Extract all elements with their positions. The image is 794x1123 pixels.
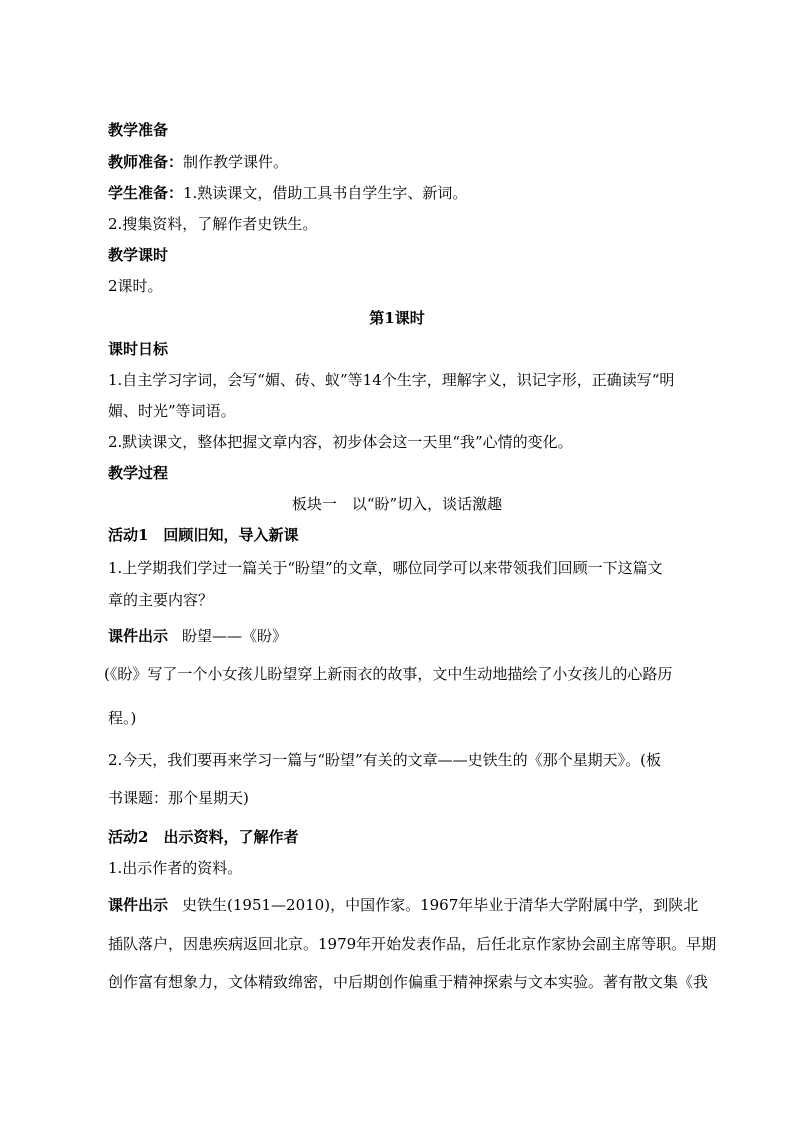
activity2-prefix: 活动2	[108, 828, 164, 846]
goal1-line1: 1.自主学习字词，会写“媚、砖、蚁”等14个生字，理解字义，识记字形，正确读写“明	[108, 371, 675, 389]
goal-heading: 课时日标	[108, 340, 169, 358]
hours-text: 2课时。	[108, 277, 163, 295]
student-prep-label: 学生准备：	[108, 184, 184, 202]
activity1-title: 活动1 回顾旧知，导入新课	[108, 526, 299, 544]
a1-item2-line2: 书课题：那个星期天)	[108, 789, 249, 807]
a1-question-line2: 章的主要内容？	[108, 591, 214, 609]
a2-show-line1	[108, 895, 718, 915]
teacher-prep-label: 教师准备：	[108, 153, 184, 171]
a1-question-line1: 1.上学期我们学过一篇关于“盼望”的文章，哪位同学可以来带领我们回顾一下这篇文	[108, 559, 663, 577]
a2-show-text-line1: 史铁生(1951—2010)，中国作家。1967年毕业于清华大学附属中学，到陕北	[182, 896, 699, 914]
activity2-mid: 出	[163, 828, 179, 846]
block1-title: 板块一 以“盼”切入，谈话激趣	[291, 495, 503, 513]
teacher-prep-text: 制作教学课件。	[183, 153, 289, 171]
a1-show-text: 盼望——《盼》	[182, 627, 288, 645]
student-prep-item2: 2.搜集资料，了解作者史铁生。	[108, 215, 318, 233]
lesson1-title: 第1课时	[369, 309, 425, 327]
a2-show-line2: 插队落户，因患疾病返回北京。1979年开始发表作品，后任北京作家协会副主席等职。早期	[108, 935, 717, 953]
goal2-text: 2.默读课文，整体把握文章内容，初步体会这一天里“我”心情的变化。	[108, 433, 573, 451]
hours-heading: 教学课时	[108, 246, 169, 264]
student-prep-line	[108, 183, 718, 203]
student-prep-text: 1.熟读课文，借助工具书自学生字、新词。	[183, 184, 468, 202]
activity2-rest: 示资料，了解作者	[178, 828, 299, 846]
a1-courseware-show	[108, 626, 718, 646]
activity2-title	[108, 827, 718, 847]
process-heading: 教学过程	[108, 464, 169, 482]
teacher-prep-line	[108, 152, 718, 172]
a1-note-line2: 程。)	[108, 709, 137, 727]
a2-item1: 1.出示作者的资料。	[108, 859, 243, 877]
a1-show-label: 课件出示	[108, 627, 169, 645]
a2-show-label: 课件出示	[108, 896, 169, 914]
a1-item2-line1: 2.今天，我们要再来学习一篇与“盼望”有关的文章——史铁生的《那个星期天》。(板	[108, 751, 662, 769]
goal1-line2: 媚、时光”等词语。	[108, 402, 236, 420]
prep-heading: 教学准备	[108, 121, 169, 139]
a2-show-line3: 创作富有想象力，文体精致绵密，中后期创作偏重于精神探索与文本实验。著有散文集《我	[108, 973, 709, 991]
a1-note-line1: (《盼》写了一个小女孩儿盼望穿上新雨衣的故事，文中生动地描绘了小女孩儿的心路历	[104, 665, 673, 683]
